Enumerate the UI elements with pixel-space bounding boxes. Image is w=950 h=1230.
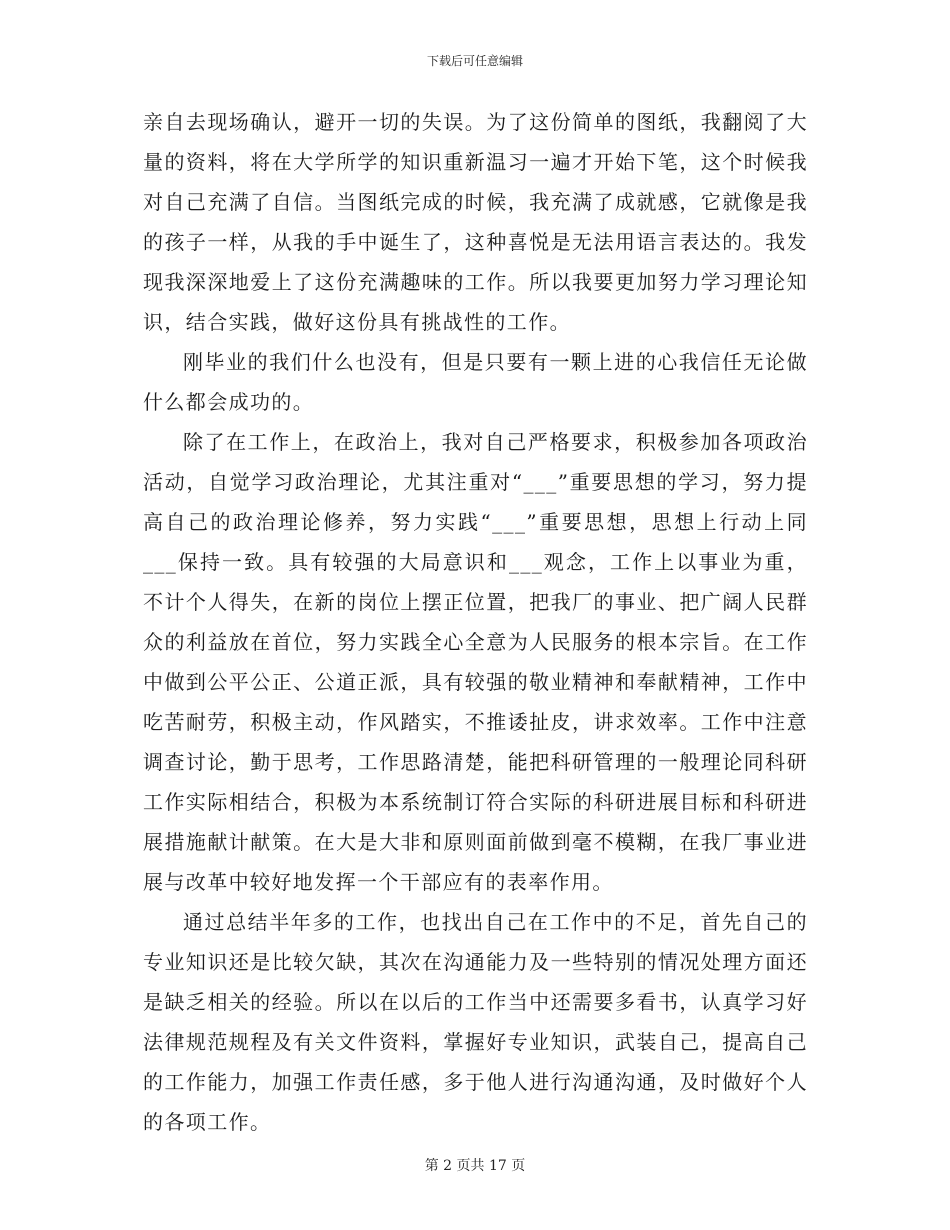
paragraph: 刚毕业的我们什么也没有，但是只要有一颗上进的心我信任无论做什么都会成功的。	[143, 350, 808, 414]
paragraph: 通过总结半年多的工作，也找出自己在工作中的不足，首先自己的专业知识还是比较欠缺，其次在沟通能力及一些特别的情况处理方面还是缺乏相关的经验。所以在以后的工作当中还需要多看书，认真学习好法律规范规程及有关文件资料，掌握好专业知识，武装自己，提高自己的工作能力，加强工作责任感，多于他人进行沟通沟通，及时做好个人的各项工作。	[143, 910, 808, 1134]
paragraph: 除了在工作上，在政治上，我对自己严格要求，积极参加各项政治活动，自觉学习政治理论，尤其注重对“___”重要思想的学习，努力提高自己的政治理论修养，努力实践“___”重要思想，思想上行动上同___保持一致。具有较强的大局意识和___观念，工作上以事业为重，不计个人得失，在新的岗位上摆正位置，把我厂的事业、把广阔人民群众的利益放在首位，努力实践全心全意为人民服务的根本宗旨。在工作中做到公平公正、公道正派，具有较强的敬业精神和奉献精神，工作中吃苦耐劳，积极主动，作风踏实，不推诿扯皮，讲求效率。工作中注意调查讨论，勤于思考，工作思路清楚，能把科研管理的一般理论同科研工作实际相结合，积极为本系统制订符合实际的科研进展目标和科研进展措施献计献策。在大是大非和原则面前做到毫不模糊，在我厂事业进展与改革中较好地发挥一个干部应有的表率作用。	[143, 430, 808, 894]
page-number: 第 2 页共 17 页	[424, 1158, 526, 1174]
paragraph-continuation: 亲自去现场确认，避开一切的失误。为了这份简单的图纸，我翻阅了大量的资料，将在大学所学的知识重新温习一遍才开始下笔，这个时候我对自己充满了自信。当图纸完成的时候，我充满了成就感，它就像是我的孩子一样，从我的手中诞生了，这种喜悦是无法用语言表达的。我发现我深深地爱上了这份充满趣味的工作。所以我要更加努力学习理论知识，结合实践，做好这份具有挑战性的工作。	[143, 110, 808, 334]
document-body	[143, 102, 808, 1142]
page-header: 下载后可任意编辑	[426, 54, 523, 68]
